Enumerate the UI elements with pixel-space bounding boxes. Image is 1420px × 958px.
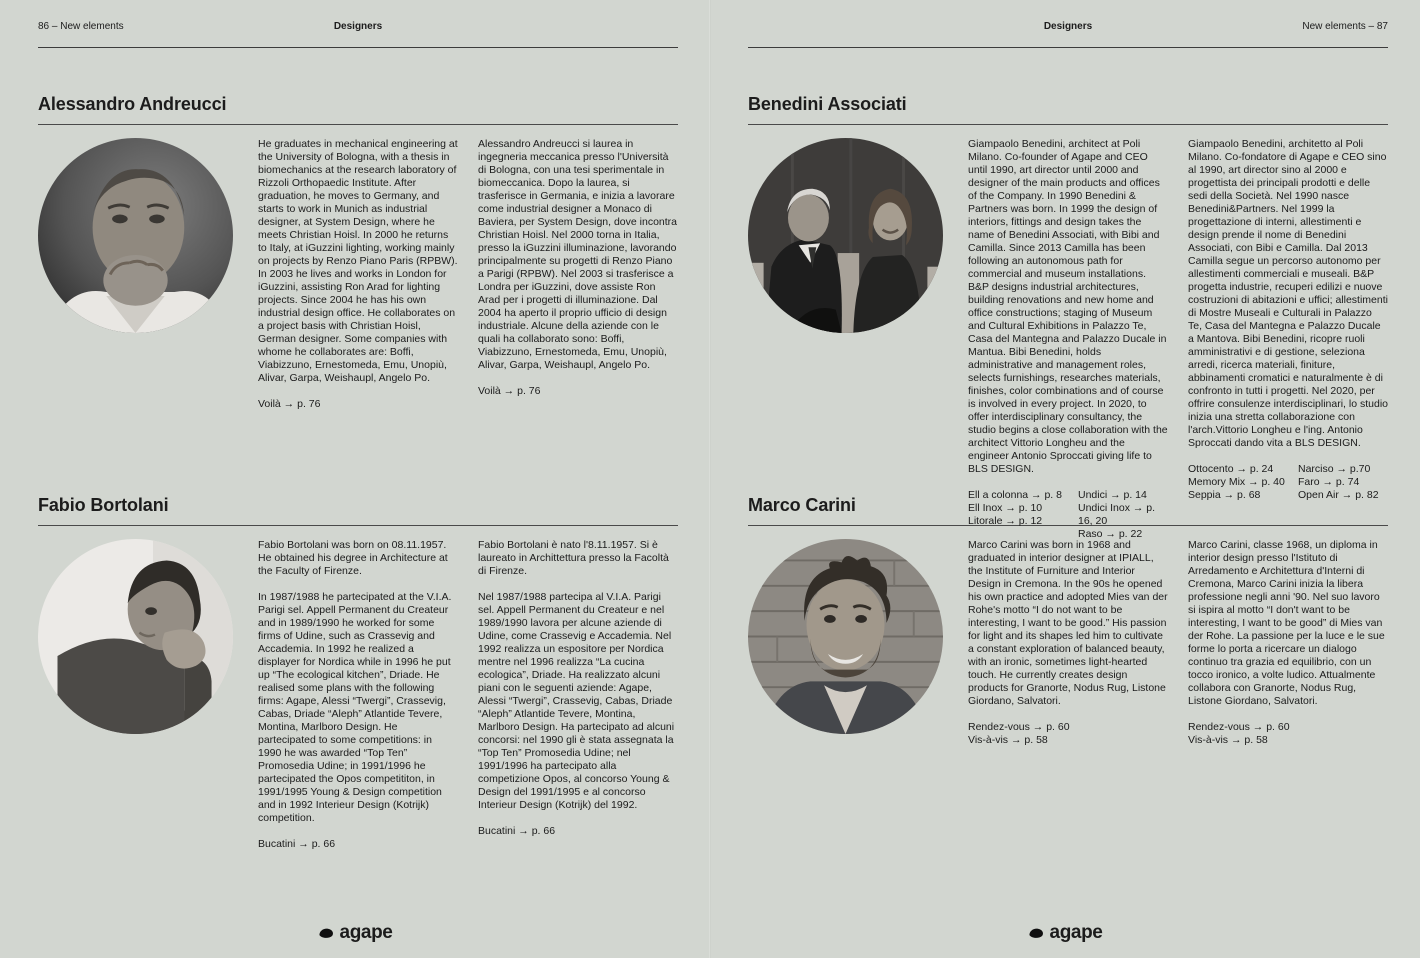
bio-paragraph: Fabio Bortolani è nato l'8.11.1957. Si è laureato in Archittettura presso la Facoltà di Firenze. <box>478 539 669 577</box>
page-right <box>710 0 1420 958</box>
product-links <box>1188 721 1388 747</box>
product-links <box>258 398 458 411</box>
bio-row <box>38 539 678 851</box>
product-page-link[interactable]: Bucatini → p. 66 <box>478 825 556 837</box>
page-gutter-divider <box>709 0 711 958</box>
designer-name-heading: Benedini Associati <box>748 94 1388 125</box>
product-page-link[interactable]: Voilà → p. 76 <box>478 385 541 397</box>
bio-paragraph: Marco Carini was born in 1968 and graduated in interior designer at IPIALL, the Institute of Furniture and Interior Design in Cremona. In the 90s he opened his own practice and adopted Mies van der Rohe's motto “I do not want to be interesting, I want to be good.” His passion for light and its shapes led him to cultivate a constant exploration of balanced beauty, with an ironic, sometimes light-hearted touch. He currently creates design products for Granorte, Nodus Rug, Listone Giordano, Salvatori. <box>968 539 1168 707</box>
product-links-column <box>1298 463 1388 502</box>
product-links <box>258 838 458 851</box>
agape-wordmark: agape <box>1049 922 1103 943</box>
product-links <box>968 489 1168 541</box>
product-page-link[interactable]: Raso → p. 22 <box>1078 528 1143 540</box>
bio-column-it <box>1188 138 1388 501</box>
benedini-associati-photo <box>748 138 943 333</box>
product-page-link[interactable]: Ottocento → p. 24 <box>1188 463 1274 475</box>
product-links <box>478 825 678 838</box>
product-page-link[interactable]: Voilà → p. 76 <box>258 398 321 410</box>
bio-column-en <box>968 138 1168 540</box>
bio-column-it <box>478 539 678 851</box>
product-page-link[interactable]: Vis-à-vis → p. 58 <box>968 734 1048 746</box>
bio-row <box>748 539 1388 747</box>
product-page-link[interactable]: Ell a colonna → p. 8 <box>968 489 1062 501</box>
page-footer <box>0 923 710 942</box>
page-footer <box>710 923 1420 942</box>
bio-row <box>38 138 678 449</box>
agape-wordmark: agape <box>339 922 393 943</box>
product-page-link[interactable]: Undici Inox → p. 16, 20 <box>1078 502 1156 527</box>
product-page-link[interactable]: Narciso → p.70 <box>1298 463 1371 475</box>
agape-drop-icon <box>1028 927 1045 939</box>
portrait-illustration <box>38 138 233 333</box>
product-page-link[interactable]: Rendez-vous → p. 60 <box>1188 721 1290 733</box>
portrait-illustration <box>748 539 943 734</box>
portrait-illustration <box>748 138 943 333</box>
agape-logo <box>1028 923 1103 942</box>
bio-paragraph: Giampaolo Benedini, architect at Poli Milano. Co-founder of Agape and CEO until 1990, art director until 2000 and designer of the main products and offices of the Company. In 1990 Benedini & Partners was born. In 1999 the design of interiors, fittings and design takes the name of Benedini Associati, with Bibi and Camilla. Since 2013 Camilla has been following an autonomous path for commercial and museum installations. B&P designs industrial architectures, building renovations and new home and office constructions; staging of Museum and Cultural Exhibitions in Palazzo Te, Casa del Mantegna and Palazzo Ducale in Mantua. Bibi Benedini, holds administrative and management roles, selects furnishings, researches materials, finishes, color combinations and of course is involved in every project. In 2020, to offer interdisciplinary consultancy, the studio begins a close collaboration with the architect Vittorio Longheu and the engineer Antonio Sproccati giving life to BLS DESIGN. <box>968 138 1168 475</box>
page-number-label: 86 – New elements <box>38 21 124 32</box>
product-page-link[interactable]: Undici → p. 14 <box>1078 489 1147 501</box>
product-links-column <box>1188 463 1298 502</box>
bio-column-it <box>478 138 678 449</box>
product-page-link[interactable]: Ell Inox → p. 10 <box>968 502 1043 514</box>
bio-paragraph: He graduates in mechanical engineering at the University of Bologna, with a thesis in biomechanics at the research laboratory of Rizzoli Orthopaedic Institute. After graduation, he moves to Germany, and starts to work in Munich as industrial designer, at System Design, where he meets Christian Hoisl. In 2000 he returns to Italy, at iGuzzini lighting, working mainly on projects by Renzo Piano Paris (RPBW). In 2003 he lives and works in London for iGuzzini, assisting Ron Arad for lighting projects. Since 2004 he has his own industrial design office. He collaborates on a project basis with Christian Hoisl, German designer. Some companies with whome he collaborates are: Boffi, Viabizzuno, Ernestomeda, Emu, Unopiù, Alivar, Garpa, Weishaupl, Angelo Po. <box>258 138 458 384</box>
designer-name-heading: Fabio Bortolani <box>38 495 678 526</box>
product-page-link[interactable]: Seppia → p. 68 <box>1188 489 1261 501</box>
product-page-link[interactable]: Faro → p. 74 <box>1298 476 1360 488</box>
section-fabio-bortolani <box>38 495 678 851</box>
product-page-link[interactable]: Litorale → p. 12 <box>968 515 1043 527</box>
bio-column-en <box>258 539 458 851</box>
product-links-column <box>1078 489 1168 541</box>
portrait-illustration <box>38 539 233 734</box>
bio-paragraph: Marco Carini, classe 1968, un diploma in interior design presso l'Istituto di Arredamento e Architettura d'Interni di Cremona, Marco Carini inizia la libera professione negli anni '90. Nel suo lavoro si ispira al motto “I don't want to be interesting, I want to be good” di Mies van der Rohe. La passione per la luce e le sue forme lo porta a ricercare un dialogo continuo tra grazia ed equilibrio, con un tocco ironico, a volte ludico. Attualmente collabora con Granorte, Nodus Rug, Listone Giordano, Salvatori. <box>1188 539 1385 707</box>
marco-carini-photo <box>748 539 943 734</box>
product-page-link[interactable]: Vis-à-vis → p. 58 <box>1188 734 1268 746</box>
section-label: Designers <box>333 21 383 32</box>
fabio-bortolani-photo <box>38 539 233 734</box>
agape-drop-icon <box>318 927 335 939</box>
product-page-link[interactable]: Memory Mix → p. 40 <box>1188 476 1285 488</box>
product-links <box>968 721 1168 747</box>
bio-paragraph: Fabio Bortolani was born on 08.11.1957. He obtained his degree in Architecture at the Faculty of Firenze. <box>258 539 448 577</box>
section-label: Designers <box>1043 21 1093 32</box>
designer-name-heading: Alessandro Andreucci <box>38 94 678 125</box>
product-page-link[interactable]: Rendez-vous → p. 60 <box>968 721 1070 733</box>
section-alessandro-andreucci <box>38 94 678 449</box>
bio-paragraph: Giampaolo Benedini, architetto al Poli Milano. Co-fondatore di Agape e CEO sino al 1990, art director sino al 2000 e progettista dei principali prodotti e delle sedi della Società. Nel 1990 nasce Benedini&Partners. Nel 1999 la progettazione di interni, allestimenti e design prende il nome di Benedini Associati, con Bibi e Camilla. Dal 2013 Camilla segue un percorso autonomo per allestimenti commerciali e museali. B&P progetta industrie, recuperi edilizi e nuove costruzioni di abitazioni e uffici; allestimenti di Mostre Museali e Culturali in Palazzo Te, Casa del Mantegna e Palazzo Ducale a Mantova. Bibi Benedini, ricopre ruoli amministrativi e di gestione, seleziona arredi, ricerca materiali, finiture, abbinamenti cromatici e naturalmente è di confronto in tutti i progetti. Nel 2020, per offrire consulenze interdisciplinari, lo studio inizia una stretta collaborazione con l'arch.Vittorio Longheu e l'ing. Antonio Sproccati dando vita a BLS DESIGN. <box>1188 138 1388 449</box>
product-links <box>478 385 678 398</box>
bio-paragraph: Nel 1987/1988 partecipa al V.I.A. Parigi sel. Appell Permanent du Createur e nel 1989/1990 lavora per alcune aziende di Udine, come Crassevig e Accademia. Nel 1992 realizza un espositore per Nordica mentre nel 1996 realizza “La cucina ecologica”, Driade. Ha realizzato alcuni piani con le seguenti aziende: Agape, Alessi “Twergi”, Crassevig, Cabas, Driade “Aleph” Atlantide Tevere, Montina, Marlboro Design. Ha partecipato ad alcuni concorsi: nel 1990 gli è stata assegnata la “Top Ten” Promosedia Udine; nel 1991/1996 ha partecipato alla competizione Opos, al concorso Young & Design del 1991/1995 e al concorso Interieur Design (Kotrijk) del 1992. <box>478 591 675 811</box>
page-number-label: New elements – 87 <box>1302 21 1388 32</box>
designer-name-heading: Marco Carini <box>748 495 1388 526</box>
page-header-right <box>748 0 1388 48</box>
bio-column-en <box>968 539 1168 747</box>
product-page-link[interactable]: Bucatini → p. 66 <box>258 838 336 850</box>
product-links-column <box>968 489 1078 541</box>
product-links <box>1188 463 1388 502</box>
bio-paragraph: Alessandro Andreucci si laurea in ingegneria meccanica presso l'Università di Bologna, con una tesi sperimentale in biomeccanica. Dopo la laurea, si trasferisce in Germania, e inizia a lavorare come industrial designer a Monaco di Baviera, per System Design, dove incontra Christian Hoisl. Nel 2000 torna in Italia, presso la iGuzzini illuminazione, lavorando principalmente su progetti di Renzo Piano a Parigi (RPBW). Nel 2003 si trasferisce a Londra per iGuzzini, dove assiste Ron Arad per i progetti di illuminazione. Dal 2004 ha aperto il proprio ufficio di design industriale. Alcune della aziende con le quali ha collaborato sono: Boffi, Viabizzuno, Ernestomeda, Emu, Unopiù, Alivar, Garpa, Weishaupl, Angelo Po. <box>478 138 678 371</box>
product-page-link[interactable]: Open Air → p. 82 <box>1298 489 1379 501</box>
bio-paragraph: In 1987/1988 he partecipated at the V.I.A. Parigi sel. Appell Permanent du Createur and in 1989/1990 he worked for some firms of Udine, such as Crassevig and Accademia. In 1992 he realized a displayer for Nordica while in 1996 he put up “The ecological kitchen”, Driade. He realised some plans with the following firms: Agape, Alessi “Twergi”, Crassevig, Cabas, Driade “Aleph” Atlantide Tevere, Montina, Marlboro Design. He partecipated to some competitions: in 1990 he was awarded “Top Ten” Promosedia Udine; in 1991/1996 he partecipated the Opos competititon, in 1991/1995 Young & Design competition and in 1992 Interieur Design (Kotrijk) competition. <box>258 591 452 824</box>
bio-column-en <box>258 138 458 449</box>
agape-logo <box>318 923 393 942</box>
alessandro-andreucci-photo <box>38 138 233 333</box>
page-header-left <box>38 0 678 48</box>
bio-column-it <box>1188 539 1388 747</box>
